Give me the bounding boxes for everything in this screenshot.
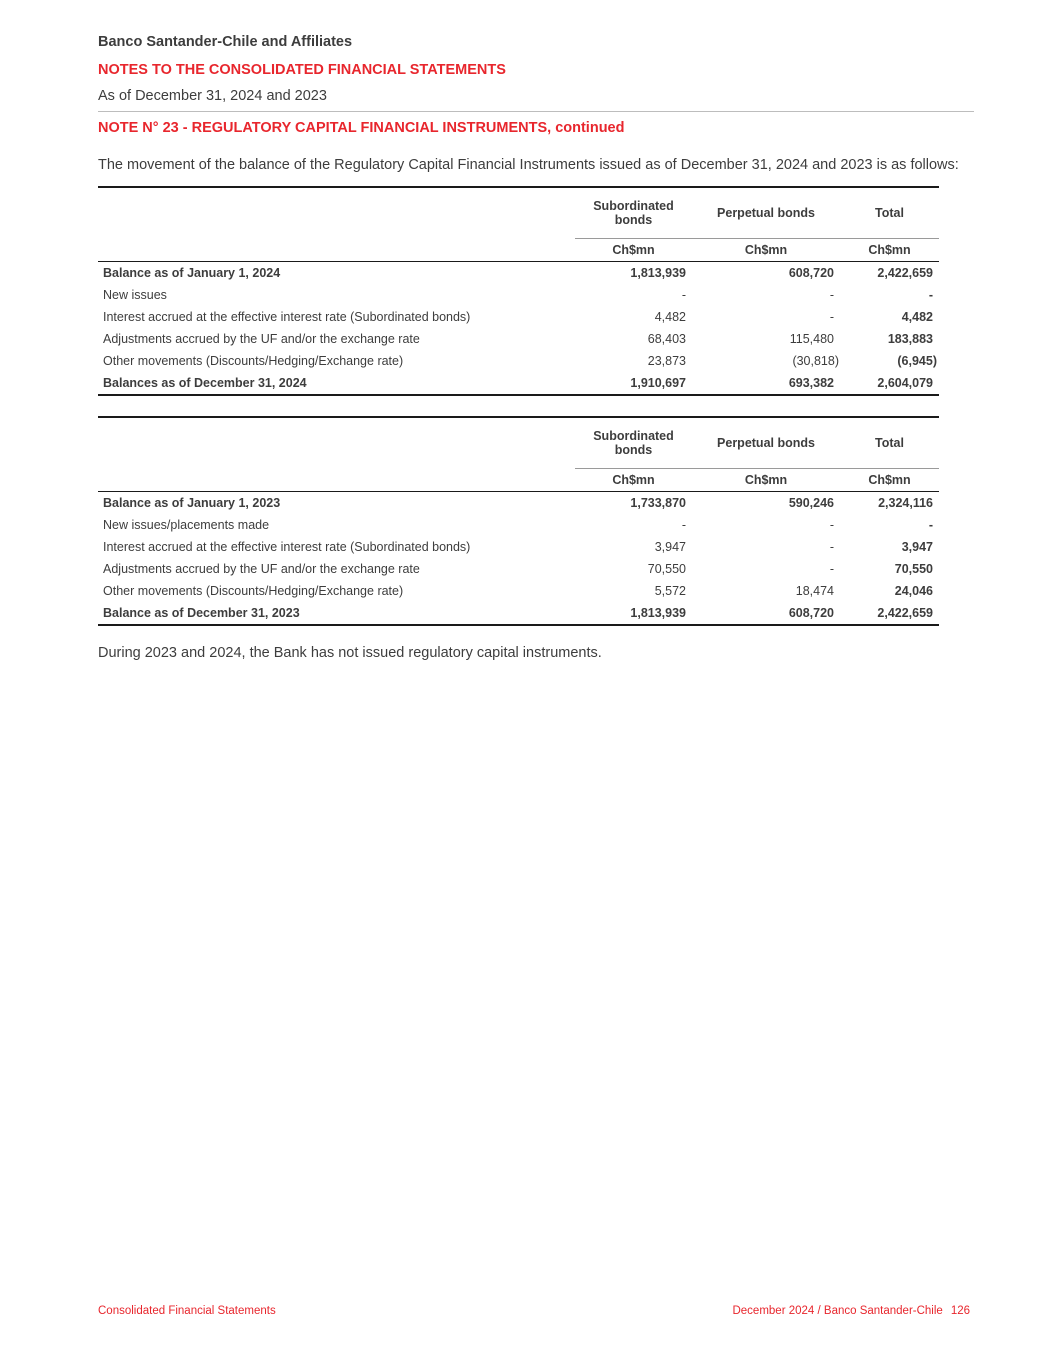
unit-label: Ch$mn <box>840 239 939 262</box>
row-label: New issues/placements made <box>103 518 270 532</box>
perpetual-value: 115,480 <box>789 332 834 346</box>
table-row <box>98 328 939 350</box>
row-label: Other movements (Discounts/Hedging/Exchange rate) <box>103 354 404 368</box>
row-label: Adjustments accrued by the UF and/or the exchange rate <box>103 332 420 346</box>
row-label: Balance as of December 31, 2023 <box>98 602 575 625</box>
table-row <box>98 536 939 558</box>
total-value: 70,550 <box>894 562 933 576</box>
page-number: 126 <box>950 1305 970 1317</box>
column-header-total: Total <box>840 417 939 469</box>
subordinated-value: - <box>681 288 686 302</box>
table-units-row <box>98 239 939 262</box>
column-header-perpetual: Perpetual bonds <box>692 417 840 469</box>
movement-table-2023 <box>98 416 939 626</box>
column-header-subordinated: Subordinated bonds <box>575 417 692 469</box>
total-value: (6,945) <box>897 354 937 368</box>
unit-label: Ch$mn <box>575 469 692 492</box>
perpetual-value: 693,382 <box>692 372 840 395</box>
subordinated-value: 1,813,939 <box>575 602 692 625</box>
units-blank <box>98 239 575 262</box>
closing-paragraph: During 2023 and 2024, the Bank has not issued regulatory capital instruments. <box>98 645 602 661</box>
table-row <box>98 514 939 536</box>
table-header-row <box>98 417 939 469</box>
perpetual-value: - <box>829 518 834 532</box>
perpetual-value: 590,246 <box>788 496 834 510</box>
perpetual-value: - <box>829 562 834 576</box>
table-units-row <box>98 469 939 492</box>
total-value: 2,422,659 <box>840 602 939 625</box>
table-row <box>98 602 939 625</box>
column-header-total: Total <box>840 187 939 239</box>
header-blank <box>98 187 575 239</box>
table-row <box>98 306 939 328</box>
table-row <box>98 492 939 515</box>
row-label: Interest accrued at the effective interest rate (Subordinated bonds) <box>103 310 471 324</box>
table-row <box>98 262 939 285</box>
total-value: - <box>928 518 933 532</box>
table-row <box>98 284 939 306</box>
footer-period: December 2024 / Banco Santander-Chile <box>732 1305 943 1317</box>
subordinated-value: 70,550 <box>647 562 686 576</box>
total-value: 2,422,659 <box>877 266 933 280</box>
total-value: 2,324,116 <box>878 496 933 510</box>
unit-label: Ch$mn <box>840 469 939 492</box>
subordinated-value: 1,733,870 <box>630 496 686 510</box>
perpetual-value: 608,720 <box>692 602 840 625</box>
notes-title: NOTES TO THE CONSOLIDATED FINANCIAL STATEMENTS <box>98 62 506 78</box>
total-value: 2,604,079 <box>840 372 939 395</box>
header-blank <box>98 417 575 469</box>
intro-paragraph: The movement of the balance of the Regulatory Capital Financial Instruments issued as of December 31, 2024 and 2023 is as follows: <box>98 157 959 173</box>
perpetual-value: 18,474 <box>795 584 834 598</box>
subordinated-value: 1,910,697 <box>575 372 692 395</box>
row-label: Balance as of January 1, 2023 <box>103 496 281 510</box>
subordinated-value: - <box>681 518 686 532</box>
total-value: 4,482 <box>901 310 933 324</box>
row-label: Other movements (Discounts/Hedging/Exchange rate) <box>103 584 404 598</box>
footer-document-title: Consolidated Financial Statements <box>98 1305 276 1317</box>
table-row <box>98 580 939 602</box>
unit-label: Ch$mn <box>692 469 840 492</box>
note-title: NOTE N° 23 - REGULATORY CAPITAL FINANCIAL INSTRUMENTS, continued <box>98 120 625 136</box>
header-divider <box>98 111 974 112</box>
perpetual-value: (30,818) <box>792 354 839 368</box>
movement-table-2024 <box>98 186 939 396</box>
subordinated-value: 1,813,939 <box>630 266 686 280</box>
row-label: New issues <box>103 288 167 302</box>
row-label: Adjustments accrued by the UF and/or the exchange rate <box>103 562 420 576</box>
total-value: 3,947 <box>901 540 933 554</box>
perpetual-value: 608,720 <box>788 266 834 280</box>
total-value: - <box>928 288 933 302</box>
subordinated-value: 3,947 <box>654 540 686 554</box>
row-label: Balance as of January 1, 2024 <box>103 266 281 280</box>
row-label: Interest accrued at the effective interest rate (Subordinated bonds) <box>103 540 471 554</box>
row-label: Balances as of December 31, 2024 <box>98 372 575 395</box>
subordinated-value: 23,873 <box>647 354 686 368</box>
subordinated-value: 4,482 <box>654 310 686 324</box>
perpetual-value: - <box>829 310 834 324</box>
column-header-subordinated: Subordinated bonds <box>575 187 692 239</box>
subordinated-value: 5,572 <box>654 584 686 598</box>
company-name: Banco Santander-Chile and Affiliates <box>98 34 353 50</box>
table-row <box>98 350 939 372</box>
unit-label: Ch$mn <box>692 239 840 262</box>
footer-right <box>732 1305 970 1317</box>
table-header-row <box>98 187 939 239</box>
perpetual-value: - <box>829 288 834 302</box>
table-row <box>98 558 939 580</box>
perpetual-value: - <box>829 540 834 554</box>
total-value: 183,883 <box>887 332 933 346</box>
as-of-date: As of December 31, 2024 and 2023 <box>98 88 327 104</box>
table-row <box>98 372 939 395</box>
unit-label: Ch$mn <box>575 239 692 262</box>
subordinated-value: 68,403 <box>647 332 686 346</box>
column-header-perpetual: Perpetual bonds <box>692 187 840 239</box>
total-value: 24,046 <box>894 584 933 598</box>
units-blank <box>98 469 575 492</box>
